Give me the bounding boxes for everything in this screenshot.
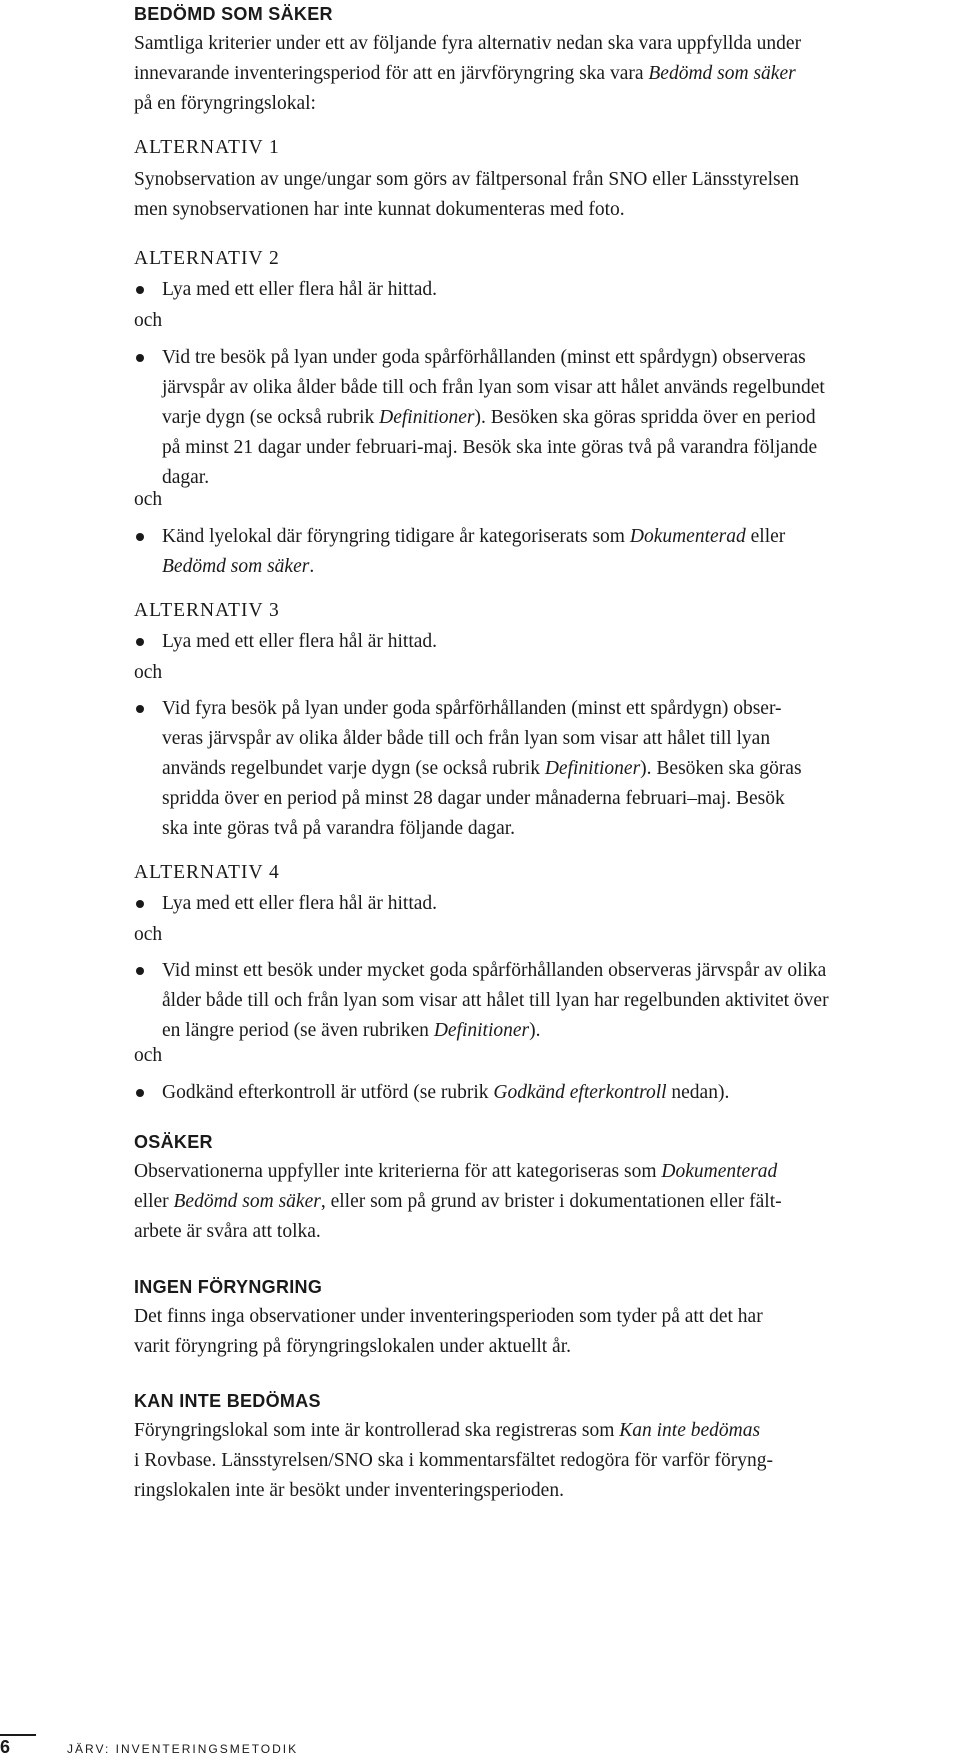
running-title: JÄRV: INVENTERINGSMETODIK [67,1742,299,1756]
alt4-och-1: och [134,924,163,945]
alt4-title: ALTERNATIV 4 [134,862,280,883]
ingen-text [134,1302,763,1362]
bullet-icon [136,705,144,713]
alt3-title: ALTERNATIV 3 [134,600,280,621]
text-line: dagar. [162,467,210,488]
section-heading-ingen: INGEN FÖRYNGRING [134,1277,323,1297]
alt2-bullet-3 [134,522,952,582]
bullet-icon [136,967,144,975]
text-line: Lya med ett eller flera hål är hittad. [162,631,438,652]
page-number: 6 [0,1737,11,1757]
bullet-icon [136,900,144,908]
alt4-bullet-2 [134,956,952,1046]
text-line: Det finns inga observationer under inventeringsperioden som tyder på att det har [134,1306,763,1327]
text-line: ringslokalen inte är besökt under inventeringsperioden. [134,1480,564,1501]
alt3-bullet-2-text [162,694,952,844]
text-line: Samtliga kriterier under ett av följande fyra alternativ nedan ska vara uppfyllda under [134,33,802,54]
bullet-icon [136,533,144,541]
bullet-icon [136,638,144,646]
alt2-bullet-3-text [162,522,952,582]
section-heading-kan-inte: KAN INTE BEDÖMAS [134,1391,321,1411]
alt4-bullet-2-text [162,956,952,1046]
alt4-bullet-1-text [162,889,952,919]
alt2-och-1: och [134,310,163,331]
text-line: veras järvspår av olika ålder både till och från lyan som visar att hålet till lyan [162,728,771,749]
alt4-bullet-1 [134,889,952,919]
alt3-och-1: och [134,662,163,683]
alt3-bullet-1 [134,627,952,657]
alt2-bullet-1-text [162,275,952,305]
text-line: på en föryngringslokal: [134,93,316,114]
alt2-bullet-1 [134,275,952,305]
page-footer [0,1734,960,1764]
text-line: järvspår av olika ålder både till och från lyan som visar att hålet används regelbundet [162,377,825,398]
alt4-bullet-3-text [162,1078,952,1108]
text-line: innevarande inventeringsperiod för att en järvföryngring ska vara Bedömd som säker [134,63,796,84]
section-heading-bedomd: BEDÖMD SOM SÄKER [134,4,333,24]
text-line: ska inte göras två på varandra följande dagar. [162,818,516,839]
alt3-bullet-1-text [162,627,952,657]
text-line: Vid tre besök på lyan under goda spårförhållanden (minst ett spårdygn) observeras [162,347,806,368]
text-line: i Rovbase. Länsstyrelsen/SNO ska i kommentarsfältet redogöra för varför föryng- [134,1450,773,1471]
text-line: varit föryngring på föryngringslokalen under aktuellt år. [134,1336,571,1357]
text-line: Vid minst ett besök under mycket goda spårförhållanden observeras järvspår av olika [162,960,827,981]
text-line: Synobservation av unge/ungar som görs av fältpersonal från SNO eller Länsstyrelsen [134,169,799,190]
text-line: används regelbundet varje dygn (se också rubrik Definitioner). Besöken ska göras [162,758,802,779]
bedomd-intro [134,29,801,119]
text-line: varje dygn (se också rubrik Definitioner). Besöken ska göras spridda över en period [162,407,816,428]
text-line: spridda över en period på minst 28 dagar under månaderna februari–maj. Besök [162,788,785,809]
text-line: Föryngringslokal som inte är kontrollerad ska registreras som Kan inte bedömas [134,1420,761,1441]
footer-rule [0,1734,36,1736]
text-line: Lya med ett eller flera hål är hittad. [162,279,438,300]
text-line: Bedömd som säker. [162,556,315,577]
bullet-icon [136,354,144,362]
text-line: Observationerna uppfyller inte kriterierna för att kategoriseras som Dokumenterad [134,1161,778,1182]
alt2-bullet-2-text [162,343,952,493]
section-heading-osaker: OSÄKER [134,1132,213,1152]
text-line: Känd lyelokal där föryngring tidigare år kategoriserats som Dokumenterad eller [162,526,786,547]
text-line: men synobservationen har inte kunnat dokumenteras med foto. [134,199,625,220]
text-line: på minst 21 dagar under februari-maj. Besök ska inte göras två på varandra följande [162,437,818,458]
alt3-bullet-2 [134,694,952,844]
alt4-bullet-3 [134,1078,952,1108]
bullet-icon [136,286,144,294]
alt4-och-2: och [134,1045,163,1066]
text-line: Godkänd efterkontroll är utförd (se rubrik Godkänd efterkontroll nedan). [162,1082,730,1103]
alt1-text [134,165,799,225]
text-line: eller Bedömd som säker, eller som på grund av brister i dokumentationen eller fält- [134,1191,782,1212]
text-line: Vid fyra besök på lyan under goda spårförhållanden (minst ett spårdygn) obser- [162,698,782,719]
kan-inte-text [134,1416,773,1506]
text-line: ålder både till och från lyan som visar att hålet till lyan har regelbunden aktivitet över [162,990,829,1011]
bullet-icon [136,1089,144,1097]
alt2-och-2: och [134,489,163,510]
text-line: Lya med ett eller flera hål är hittad. [162,893,438,914]
osaker-text [134,1157,782,1247]
text-line: en längre period (se även rubriken Definitioner). [162,1020,541,1041]
text-line: arbete är svåra att tolka. [134,1221,321,1242]
alt1-title: ALTERNATIV 1 [134,137,280,158]
alt2-bullet-2 [134,343,952,493]
alt2-title: ALTERNATIV 2 [134,248,280,269]
